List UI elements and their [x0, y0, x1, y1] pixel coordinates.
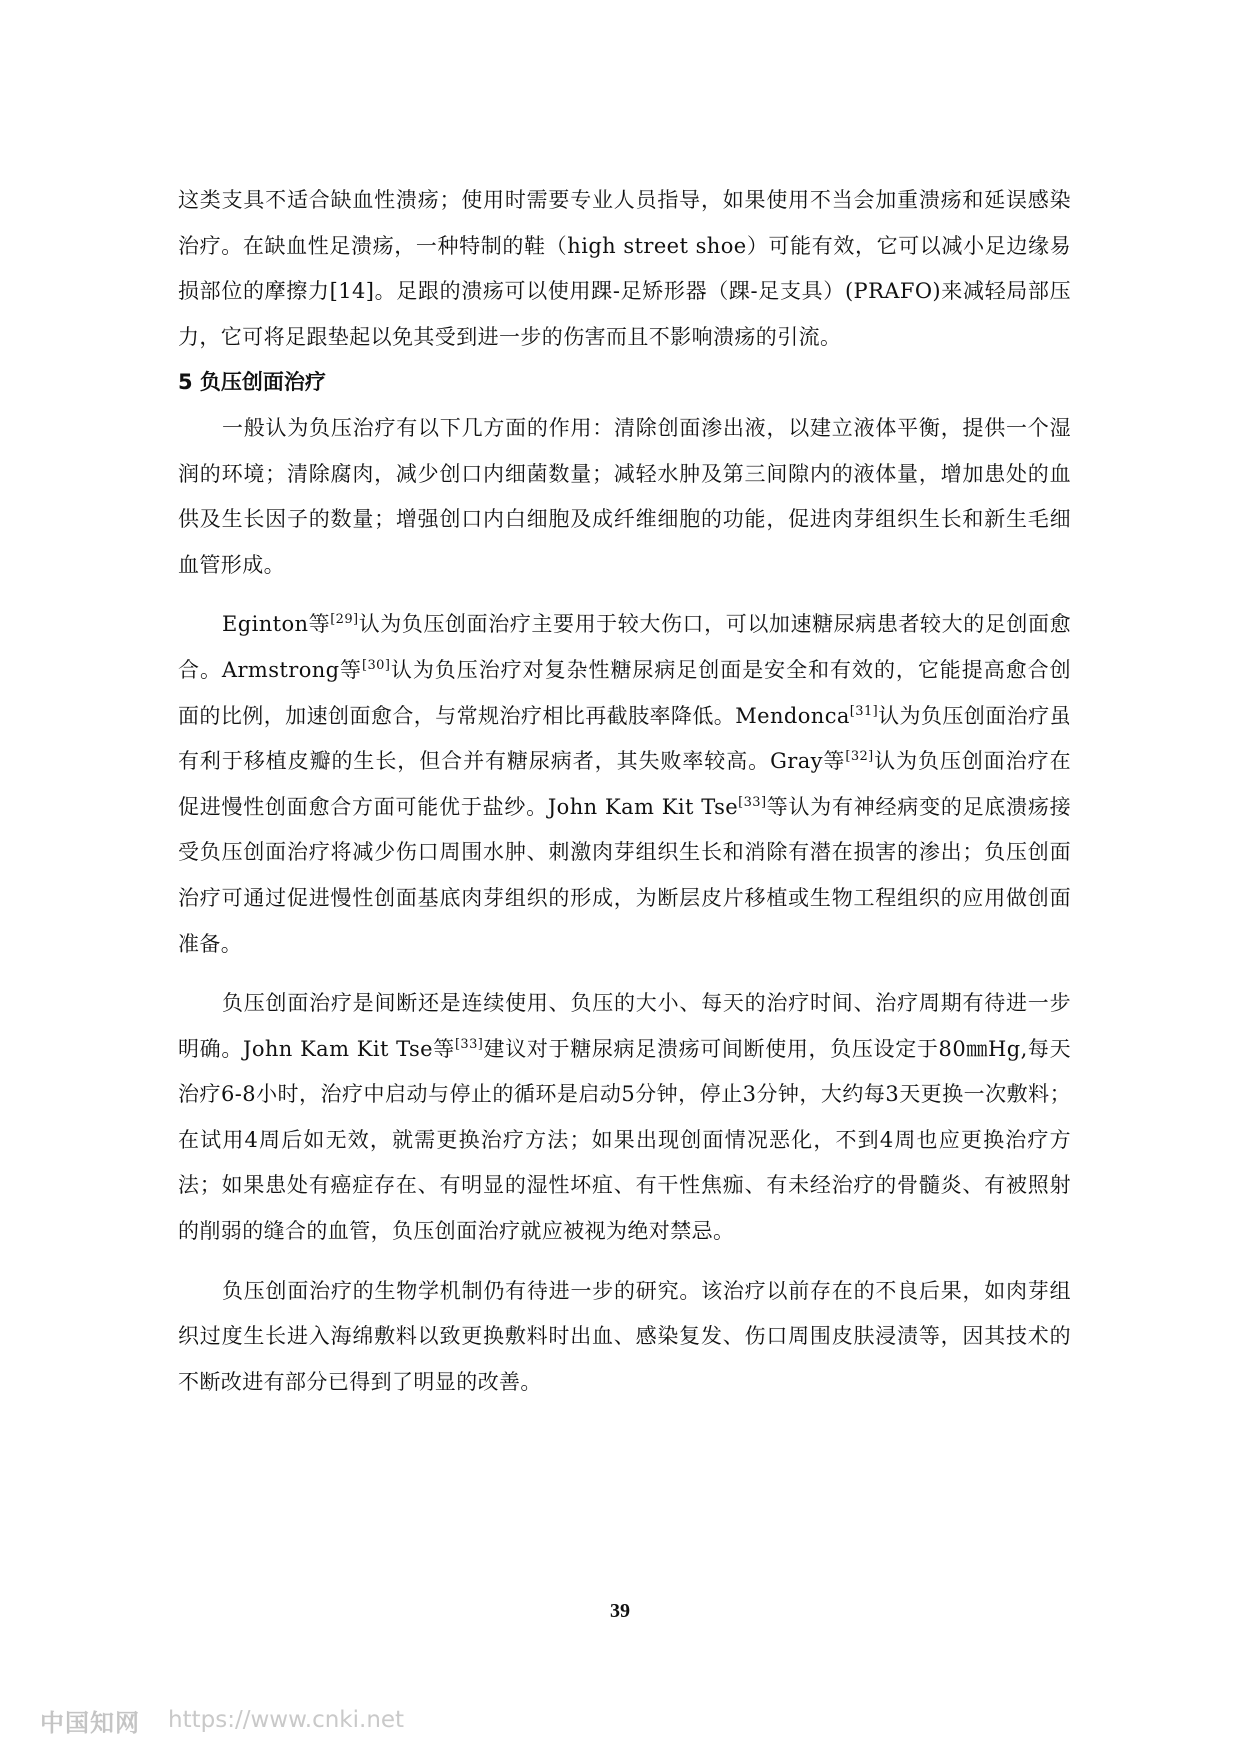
page-number: 39: [610, 1600, 630, 1622]
paragraph-protocol: [178, 981, 1071, 1255]
citation-33-2: [33]: [454, 1036, 484, 1052]
author-mendonca: Mendonca: [735, 703, 850, 728]
author-armstrong: Armstrong等: [221, 657, 363, 682]
author-tse: John Kam Kit Tse: [547, 794, 739, 819]
sentence-protocol-intro: 负压创面治疗是间断还是连续使用、负压的大小、每天的治疗时间、治疗周期有待进一步明确。: [178, 991, 1071, 1061]
cnki-logo: 中国知网: [40, 1708, 140, 1737]
section-heading: 5 负压创面治疗: [178, 370, 326, 395]
author-eginton: Eginton等: [222, 612, 331, 637]
author-gray: Gray等: [770, 749, 846, 774]
sentence-tse: 等认为有神经病变的足底溃疡接受负压创面治疗将减少伤口周围水肿、刺激肉芽组织生长和消除有潜在损害的渗出；负压创面治疗可通过促进慢性创面基底肉芽组织的形成，为断层皮片移植或生物工程组织的应用做创面准备。: [178, 794, 1072, 956]
sentence-mendonca: 认为负压创面治疗虽有利于移植皮瓣的生长，但合并有糖尿病者，其失败率较高。: [178, 703, 1071, 774]
sentence-armstrong: 认为负压治疗对复杂性糖尿病足创面是安全和有效的，它能提高愈合创面的比例，加速创面愈合，与常规治疗相比再截肢率降低。: [178, 657, 1071, 728]
paragraph-npwt-effects: 一般认为负压治疗有以下几方面的作用：清除创面渗出液，以建立液体平衡，提供一个湿润的环境；清除腐肉，减少创口内细菌数量；减轻水肿及第三间隙内的液体量，增加患处的血供及生长因子的数量；增强创口内白细胞及成纤维细胞的功能，促进肉芽组织生长和新生毛细血管形成。: [178, 415, 1071, 577]
paragraph-mechanism: 负压创面治疗的生物学机制仍有待进一步的研究。该治疗以前存在的不良后果，如肉芽组织过度生长进入海绵敷料以致更换敷料时出血、感染复发、伤口周围皮肤浸渍等，因其技术的不断改进有部分已得到了明显的改善。: [178, 1278, 1071, 1394]
paragraph-literature-review: [178, 602, 1071, 967]
citation-31: [31]: [849, 703, 879, 719]
author-tse-2: John Kam Kit Tse等: [243, 1036, 455, 1061]
sentence-gray: 认为负压创面治疗在促进慢性创面愈合方面可能优于盐纱。: [178, 749, 1071, 819]
cnki-watermark: [40, 1700, 404, 1740]
sentence-eginton: 认为负压创面治疗主要用于较大伤口，可以加速糖尿病患者较大的足创面愈合。: [178, 612, 1071, 682]
paragraph-continued: 这类支具不适合缺血性溃疡；使用时需要专业人员指导，如果使用不当会加重溃疡和延误感染治疗。在缺血性足溃疡，一种特制的鞋（high street shoe）可能有效，它可以减小足边缘易损部位的摩擦力[14]。足跟的溃疡可以使用踝-足矫形器（踝-足支具）(PRAFO)来减轻局部压力，它可将足跟垫起以免其受到进一步的伤害而且不影响溃疡的引流。: [178, 188, 1071, 349]
citation-30: [30]: [362, 657, 391, 673]
citation-29: [29]: [330, 612, 359, 628]
sentence-protocol-detail: 建议对于糖尿病足溃疡可间断使用，负压设定于80㎜Hg,每天治疗6-8小时，治疗中启动与停止的循环是启动5分钟，停止3分钟，大约每3天更换一次敷料；在试用4周后如无效，就需更换治疗方法；如果出现创面情况恶化，不到4周也应更换治疗方法；如果患处有癌症存在、有明显的湿性坏疽、有干性焦痂、有未经治疗的骨髓炎、有被照射的削弱的缝合的血管，负压创面治疗就应被视为绝对禁忌。: [178, 1036, 1071, 1244]
page-content: [178, 178, 1071, 1405]
citation-32: [32]: [845, 749, 874, 765]
citation-33: [33]: [738, 794, 767, 810]
cnki-url: https://www.cnki.net: [168, 1707, 405, 1733]
